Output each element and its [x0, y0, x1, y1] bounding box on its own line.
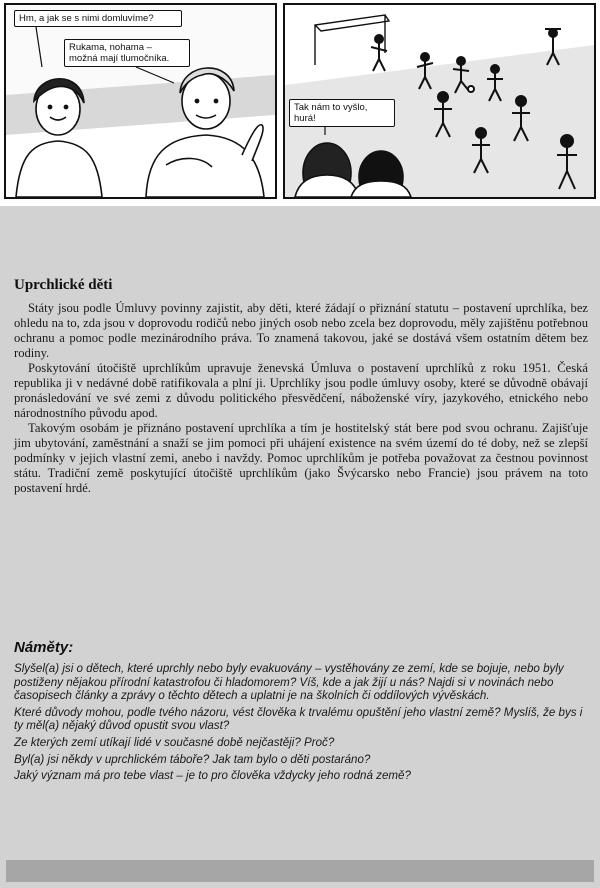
article-paragraph-3: Takovým osobám je přiznáno postavení uprchlíka a tím je hostitelský stát bere pod svou ochranu. Zajišťuje jim ubytování, zaměstnání a snaží se jim pomoci při uhájení existence na svém území do té doby, než se zlepší podmínky v jejich vlastní zemi, anebo i navždy. Pomoc uprchlíkům je potřeba považovat za čestnou povinnost státu. Tradiční země poskytující útočiště uprchlíkům (jako Švýcarsko nebo Francie) jsou právem na toto postavení hrdé. — [14, 421, 588, 495]
article-paragraph-1: Státy jsou podle Úmluvy povinny zajistit, aby děti, které žádají o přiznání statutu – postavení uprchlíka, bez ohledu na to, zda jsou v doprovodu rodičů nebo jiných osob nebo zcela bez doprovodu, měly zajištěnu potřebnou ochranu a pomoc podle mezinárodního práva. To znamená takovou, jaké se dostává všem ostatním dětem bez rodiny. — [14, 301, 588, 360]
speech-bubble-girl: Hm, a jak se s nimi domluvíme? — [14, 10, 182, 27]
idea-item-1: Slyšel(a) jsi o dětech, které uprchly nebo byly evakuovány – vystěhovány ze zemí, kde se bojuje, nebo byly postiženy nějakou přírodní katastrofou či hladomorem? Víš, kde a jak žijí u nás? Najdi si v novinách nebo časopisech články a zprávy o těchto dětech a uplatni je na školních či oddílových vývěskách. — [14, 662, 564, 703]
comic-strip — [0, 0, 600, 206]
article-body — [14, 301, 588, 496]
comic-illustration-two-boys — [6, 5, 275, 197]
idea-item-2: Které důvody mohou, podle tvého názoru, vést člověka k trvalému opuštění jeho vlastní země? Myslíš, že bys i ty měl(a) nějaký důvod opustit svou vlast? — [14, 705, 583, 733]
footer-bar — [6, 860, 594, 882]
ideas-title: Náměty: — [14, 639, 74, 656]
idea-item-3: Ze kterých zemí utíkají lidé v současné době nejčastěji? Proč? — [14, 735, 335, 749]
speech-bubble-boy: Rukama, nohama – možná mají tlumočníka. — [64, 39, 190, 67]
comic-panel-right — [283, 3, 596, 199]
article-title: Uprchlické děti — [14, 277, 113, 293]
comic-panel-left — [4, 3, 277, 199]
idea-item-4: Byl(a) jsi někdy v uprchlickém táboře? Jak tam bylo o děti postaráno? — [14, 752, 371, 766]
ideas-list — [14, 662, 588, 786]
speech-bubble-cheer: Tak nám to vyšlo, hurá! — [289, 99, 395, 127]
article-paragraph-2: Poskytování útočiště uprchlíkům upravuje ženevská Úmluva o postavení uprchlíků z roku 1951. Česká republika ji v nedávné době ratifikovala a plní ji. Uprchlíky jsou podle úmluvy osoby, které se důvodně obávají pronásledování ve své zemi z důvodu politického přesvědčení, náboženské víry, jazykového, etnického nebo národnostního původu apod. — [14, 361, 588, 420]
idea-item-5: Jaký význam má pro tebe vlast – je to pro člověka vždycky jeho rodná země? — [14, 769, 411, 783]
